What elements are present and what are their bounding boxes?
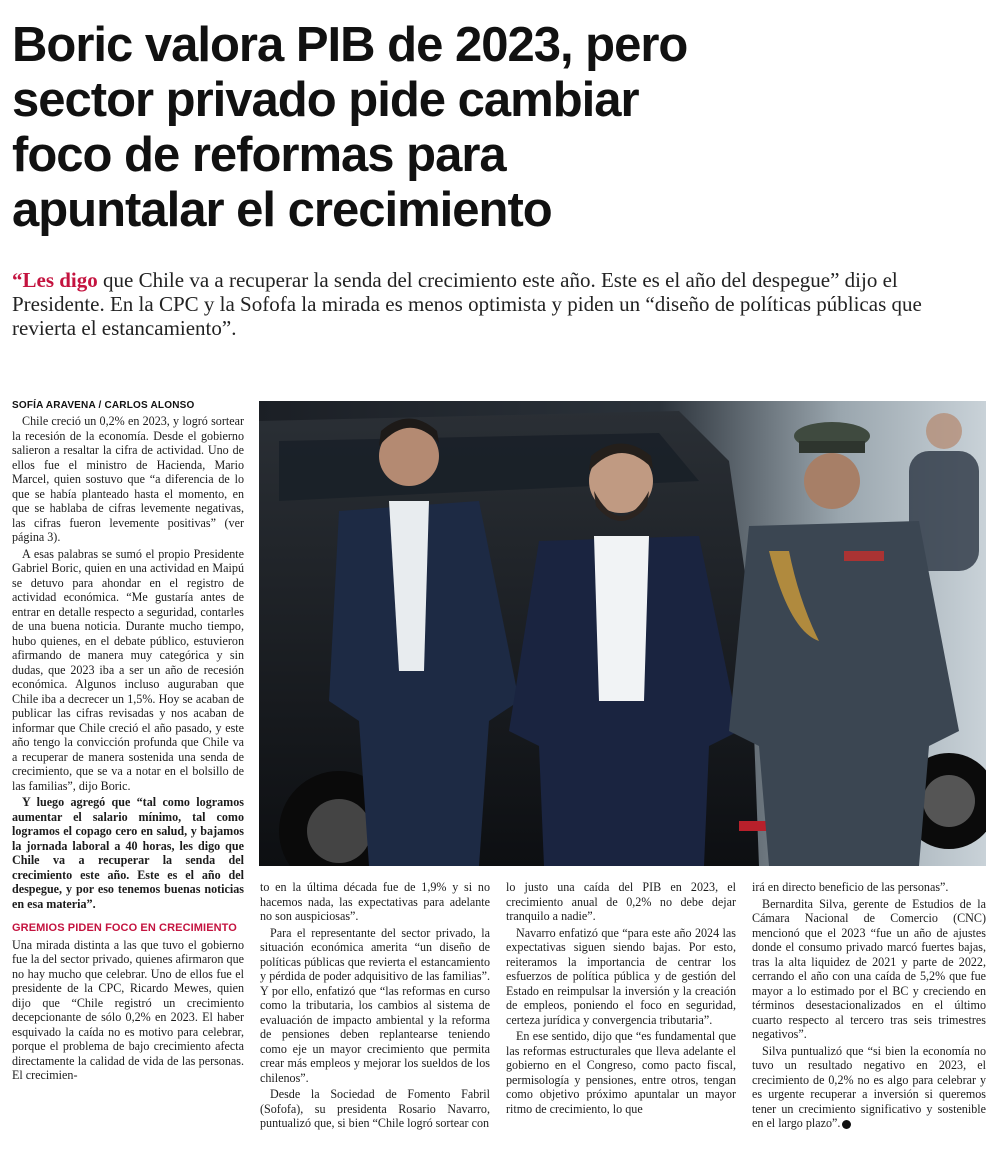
paragraph-text: Silva puntualizó que “si bien la economía no tuvo un resultado negativo en 2023, el crecimiento de 0,2% no es algo para celebrar y es urgente recuperar a inversión si queremos tener un crecimiento significativo y sostenible en el largo plazo”.	[752, 1043, 986, 1130]
paragraph: Una mirada distinta a las que tuvo el gobierno fue la del sector privado, quienes afirmaron que no hay mucho que celebrar. Uno de ellos fue el presidente de la CPC, Ricardo Mewes, quien dijo que “Chile registró un crecimiento decepcionante de sólo 0,2% en 2023. El haber esquivado la caída no es motivo para celebrar, porque el problema de bajo crecimiento afecta directamente la calidad de vida de las personas. El crecimien-	[12, 937, 244, 1082]
paragraph: A esas palabras se sumó el propio Presidente Gabriel Boric, quien en una actividad en Maipú se detuvo para ahondar en el registro de actividad económica. “Me gustaría antes de entrar en detalle respecto a seguridad, contarles de una buena noticia. Durante mucho tiempo, hubo quienes, en el debate público, estuvieron afirmando de manera muy categórica y sin dudas, que 2023 iba a ser un año de recesión económica. Algunos incluso auguraban que Chile iba a decrecer un 1,5%. Hoy se acaban de publicar las cifras revisadas y nos acaban de informar que Chile creció el año pasado, y este año tengo la convicción profunda que Chile va a recuperar de manera sostenida una senda de crecimiento, que se va a notar en el bolsillo de las familias”, dijo Boric.	[12, 546, 244, 793]
byline: SOFÍA ARAVENA / CARLOS ALONSO	[12, 400, 195, 411]
column-4	[752, 880, 986, 1165]
headline-line: Boric valora PIB de 2023, pero	[12, 18, 688, 72]
headline	[12, 18, 987, 238]
paragraph	[752, 1044, 986, 1131]
paragraph: Y luego agregó que “tal como logramos aumentar el salario mínimo, tal como logramos el copago cero en salud, y bajamos la jornada laboral a 40 horas, les digo que Chile va a recuperar la senda del crecimiento este año. Este es el año del despegue, y por eso tenemos buenas noticias en esa materia”.	[12, 795, 244, 911]
bg-person-head	[926, 413, 962, 449]
headline-line: apuntalar el crecimiento	[12, 183, 552, 237]
section-subhead: GREMIOS PIDEN FOCO EN CRECIMIENTO	[12, 922, 237, 934]
paragraph: En ese sentido, dijo que “es fundamental que las reformas estructurales que lleva adelante el gobierno en el Congreso, como pacto fiscal, permisología y pensiones, entre otros, tengan como objetivo próximo apuntalar un mayor ritmo de crecimiento, lo que	[506, 1029, 736, 1116]
paragraph: lo justo una caída del PIB en 2023, el crecimiento anual de 0,2% no debe dejar tranquilo a nadie”.	[506, 880, 736, 923]
end-mark-icon	[842, 1120, 851, 1129]
paragraph: to en la última década fue de 1,9% y si no hacemos nada, las expectativas para adelante no son auspiciosas”.	[260, 880, 490, 923]
officer-head	[804, 453, 860, 509]
column-3	[506, 880, 736, 1165]
paragraph: Desde la Sociedad de Fomento Fabril (Sofofa), su presidenta Rosario Navarro, puntualizó que, si bien “Chile logró sortear con	[260, 1087, 490, 1130]
lead-kicker: “Les digo	[12, 268, 98, 292]
lead-paragraph	[12, 268, 987, 340]
column-2	[260, 880, 490, 1165]
officer-medals	[844, 551, 884, 561]
paragraph: irá en directo beneficio de las personas”.	[752, 880, 949, 894]
car-hubcap	[307, 799, 371, 863]
paragraph: Bernardita Silva, gerente de Estudios de la Cámara Nacional de Comercio (CNC) mencionó que el 2023 “fue un año de ajustes donde el consumo privado marcó fuertes bajas, tras la alta liquidez de 2021 y parte de 2022, cerrando el año con una caída de 5,2% que fue mayor a lo estimado por el BC y creciendo en términos desestacionalizados en el último cuarto respecto al tercero tras seis trimestres negativos”.	[752, 896, 986, 1041]
paragraph: Para el representante del sector privado, la situación económica amerita “un diseño de políticas públicas que revierta el estancamiento y pérdida de poder adquisitivo de las familias”. Y por ello, enfatizó que “las reformas en curso como la tributaria, los cambios al sistema de evaluación de impacto ambiental y la reforma de pensiones deben replantearse teniendo como eje un mayor crecimiento que permita crear más empleos y mejorar los sueldos de los chilenos”.	[260, 925, 490, 1085]
paragraph: Chile creció un 0,2% en 2023, y logró sortear la recesión de la economía. Desde el gobierno salieron a resaltar la cifra de actividad. Uno de ellos fue el ministro de Hacienda, Mario Marcel, quien sostuvo que “a diferencia de lo que se había planteado hasta el momento, en que se hablaba de cifras levemente negativas, las cifras fueron levemente positivas” (ver página 3).	[12, 414, 244, 544]
lead-text: que Chile va a recuperar la senda del crecimiento este año. Este es el año del despegue” dijo el Presidente. En la CPC y la Sofofa la mirada es menos optimista y piden un “diseño de políticas públicas que revierta el estancamiento”.	[12, 268, 922, 340]
car-hubcap	[923, 775, 975, 827]
news-photo	[259, 401, 986, 866]
officer-cap-band	[799, 441, 865, 453]
headline-line: foco de reformas para	[12, 128, 506, 182]
man-center-shirt	[594, 536, 649, 701]
headline-line: sector privado pide cambiar	[12, 73, 639, 127]
paragraph: Navarro enfatizó que “para este año 2024 las expectativas siguen siendo bajas. Por esto, reiteramos la importancia de centrar los esfuerzos de política pública y de gestión del Estado en reimpulsar la inversión y la creación de empleos, poniendo el foco en seguridad, certeza jurídica y convergencia tributaria”.	[506, 925, 736, 1027]
column-1	[12, 414, 244, 1164]
